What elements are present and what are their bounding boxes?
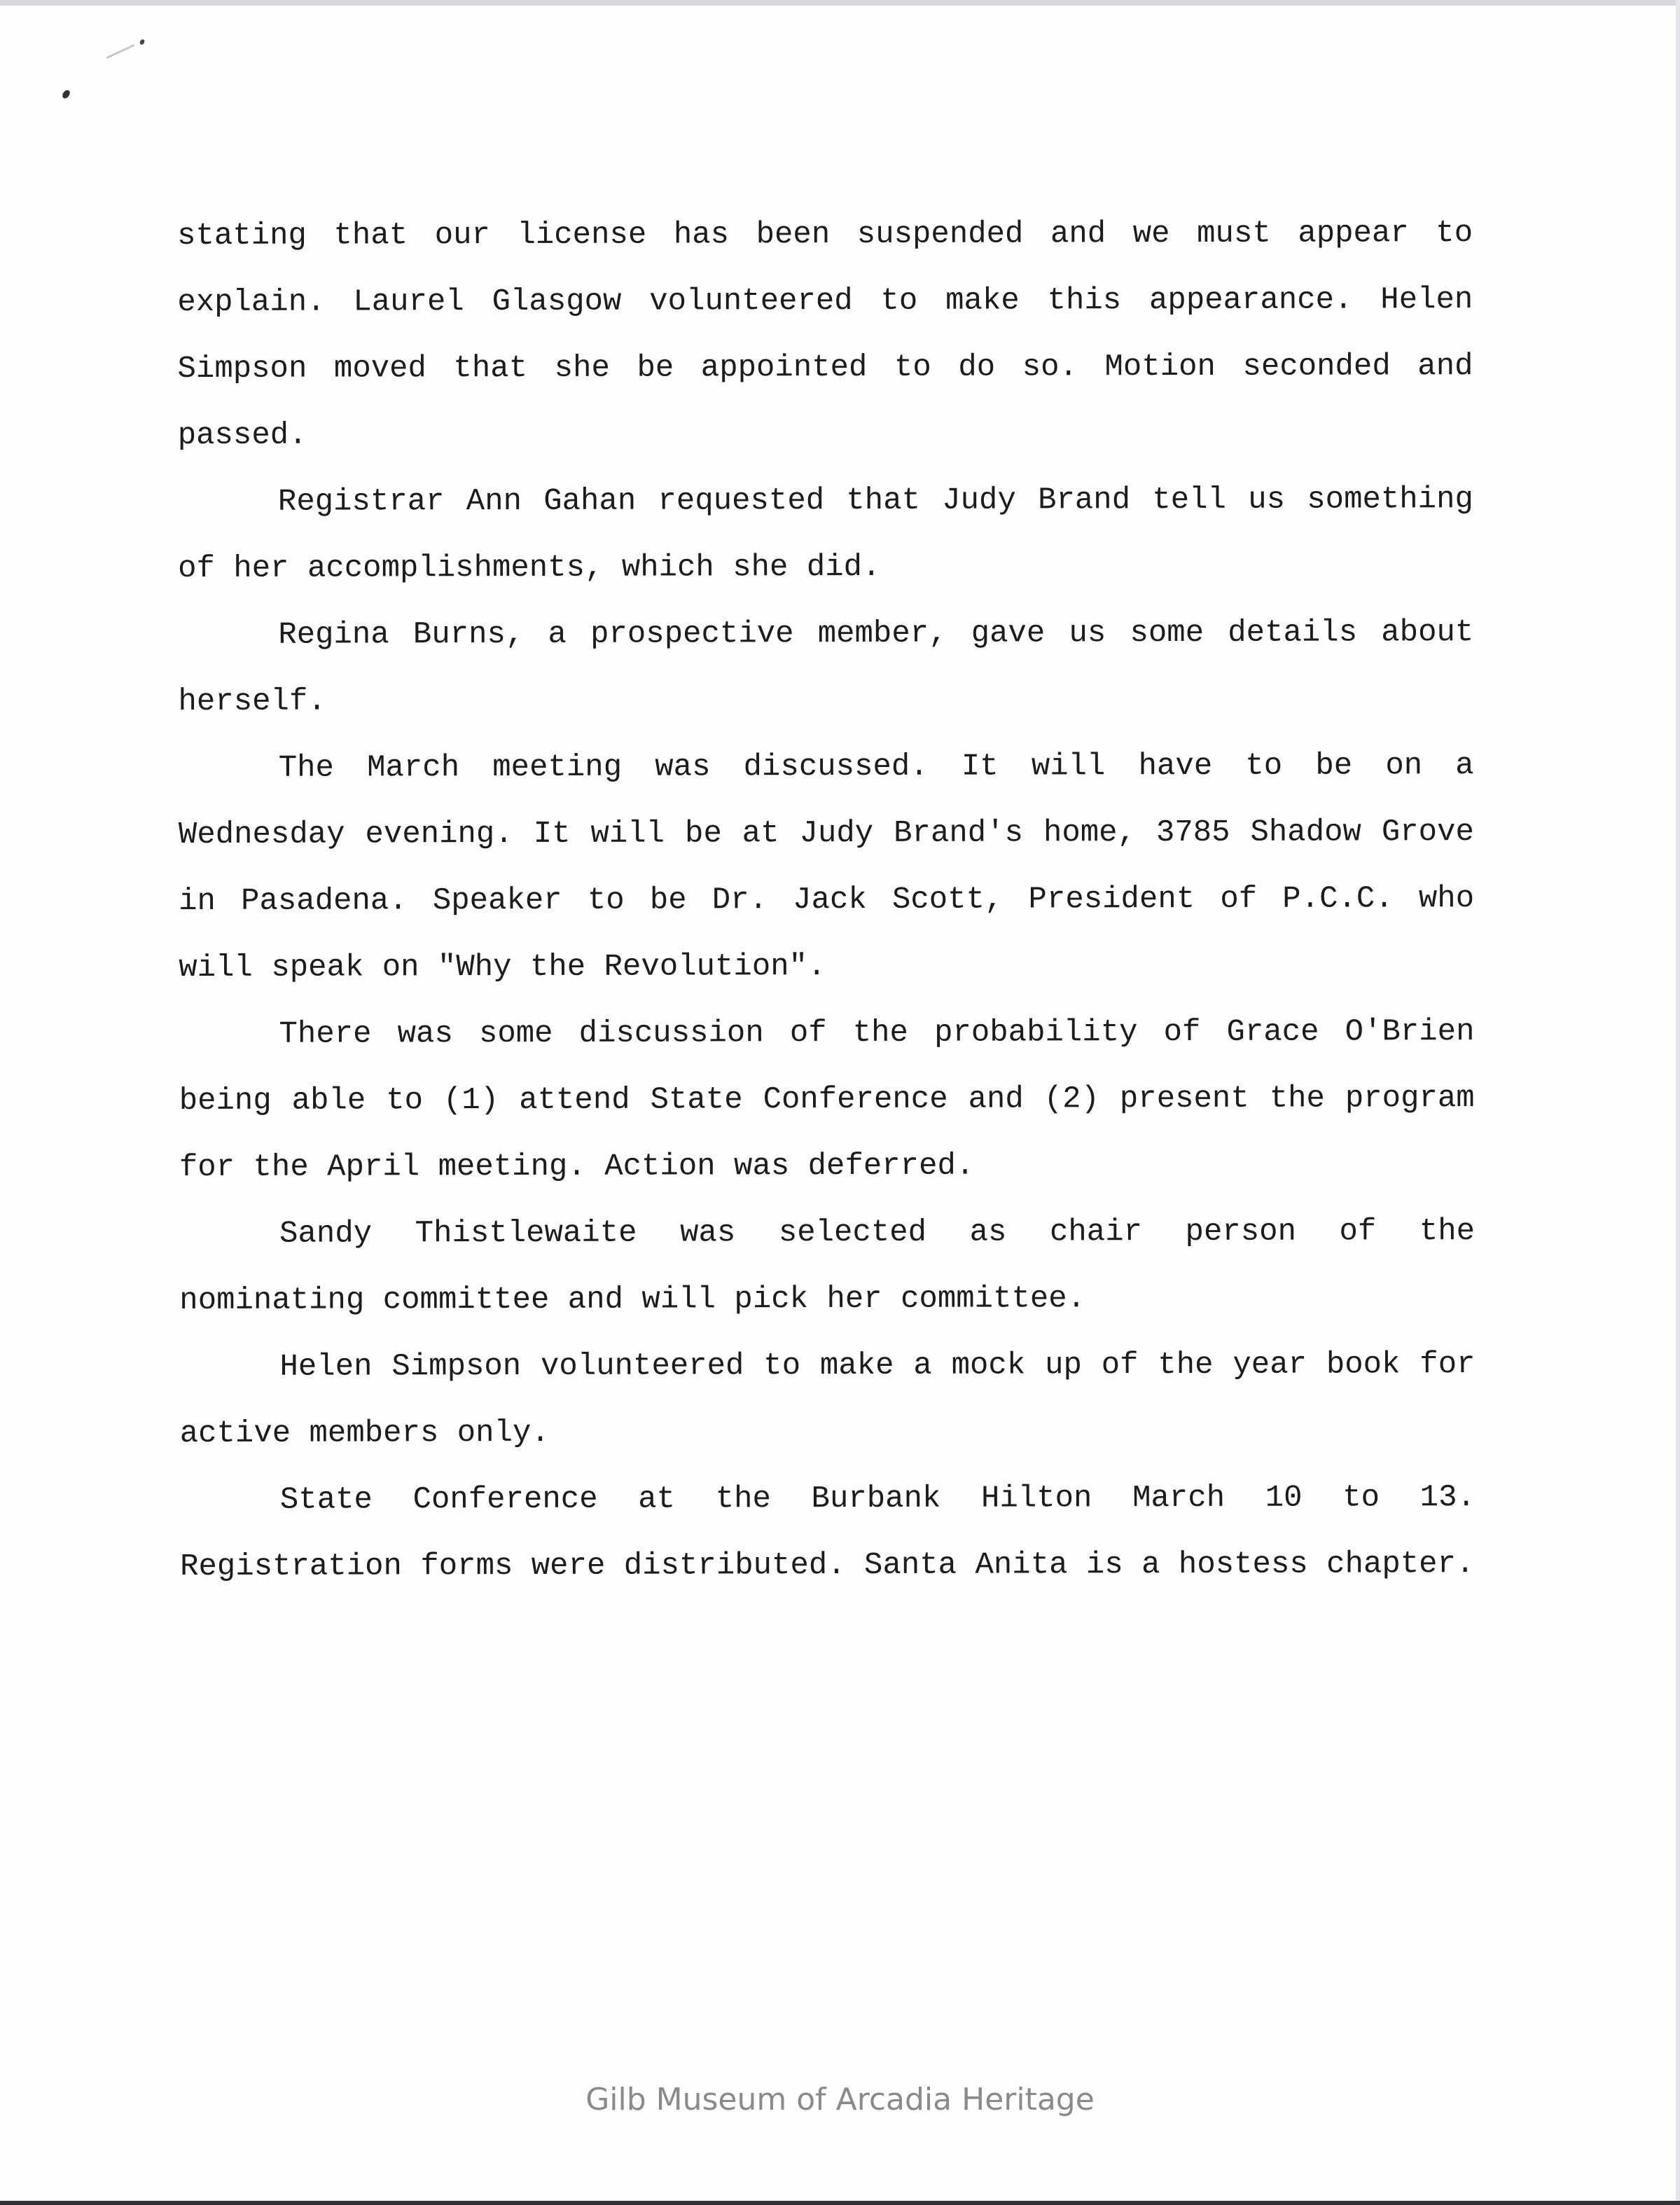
paragraph: There was some discussion of the probability of Grace O'Brien being able to (1) attend State Conference and (2) present the program for the April meeting. Action was deferred.	[179, 1014, 1475, 1185]
ink-speck	[61, 89, 71, 100]
scan-bottom-edge	[0, 2201, 1680, 2205]
ink-speck	[139, 39, 145, 46]
typed-minutes-body	[177, 200, 1476, 1601]
paragraph: The March meeting was discussed. It will have to be on a Wednesday evening. It will be at Judy Brand's home, 3785 Shadow Grove in Pasadena. Speaker to be Dr. Jack Scott, President of P.C.C. who will speak on "Why the Revolution".	[178, 748, 1475, 986]
paragraph: stating that our license has been suspended and we must appear to explain. Laurel Glasgow volunteered to make this appearance. Helen Simpson moved that she be appointed to do so. Motion seconded and passed.	[177, 216, 1473, 453]
paragraph: Regina Burns, a prospective member, gave us some details about herself.	[178, 615, 1474, 719]
paragraph: Sandy Thistlewaite was selected as chair person of the nominating committee and will pick her committee.	[179, 1214, 1476, 1318]
scan-top-edge	[0, 0, 1680, 6]
ink-smudge	[106, 44, 134, 59]
museum-watermark: Gilb Museum of Arcadia Heritage	[585, 2082, 1095, 2117]
paragraph: State Conference at the Burbank Hilton March 10 to 13. Registration forms were distributed. Santa Anita is a hostess chapter.	[180, 1480, 1476, 1584]
scan-right-edge	[1676, 0, 1680, 2205]
paragraph: Helen Simpson volunteered to make a mock up of the year book for active members only.	[179, 1347, 1476, 1451]
paragraph: Registrar Ann Gahan requested that Judy Brand tell us something of her accomplishments, which she did.	[178, 482, 1473, 586]
